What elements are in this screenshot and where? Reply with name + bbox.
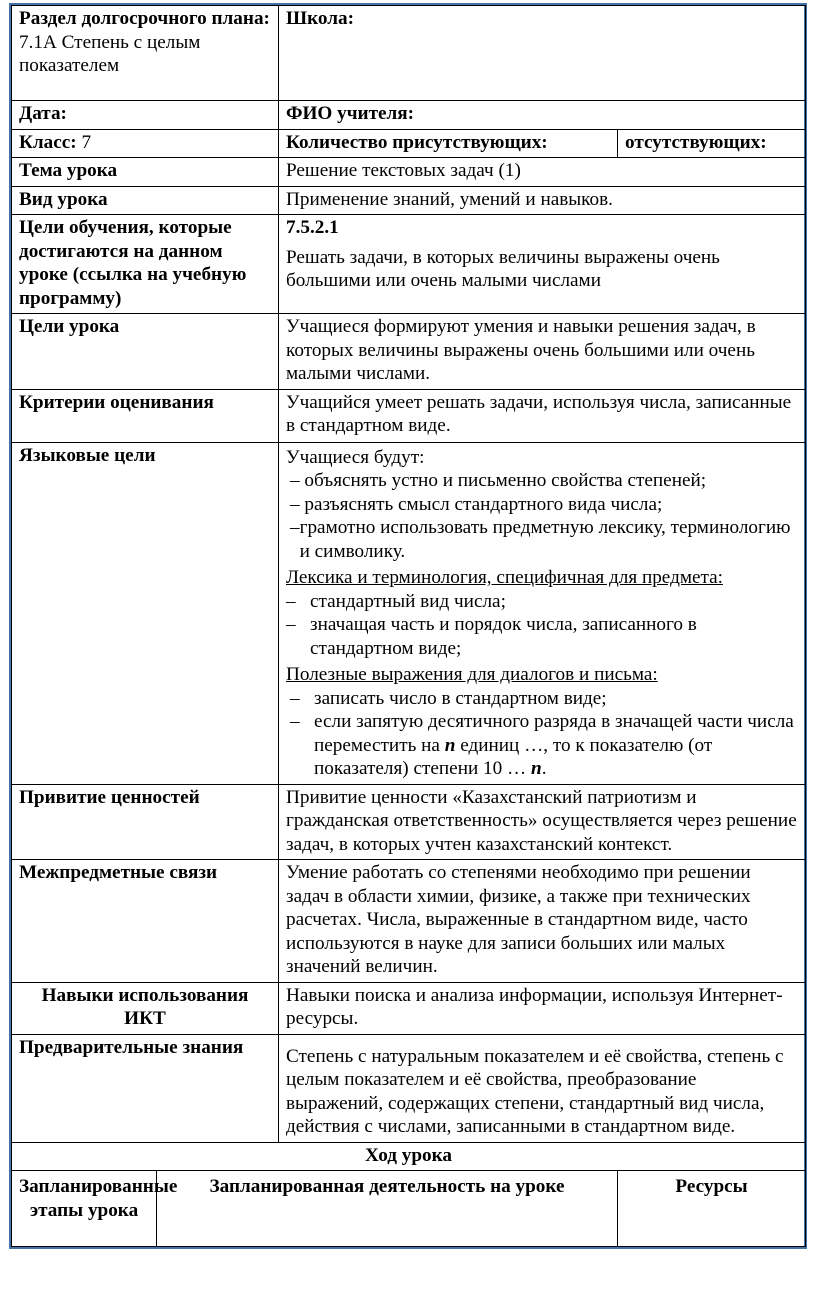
values-label: Привитие ценностей	[12, 784, 279, 860]
present-cell	[279, 129, 618, 158]
class-cell	[12, 129, 279, 158]
variable-n: n	[531, 758, 542, 779]
type-label: Вид урока	[12, 186, 279, 215]
lexicon-item: значащая часть и порядок числа, записанного в стандартном виде;	[310, 614, 697, 659]
row-values	[12, 784, 806, 860]
prior-label: Предварительные знания	[12, 1034, 279, 1142]
row-class	[12, 129, 806, 158]
lang-label: Языковые цели	[12, 442, 279, 784]
criteria-label: Критерии оценивания	[12, 389, 279, 442]
lang-cell	[279, 442, 806, 784]
objectives-label: Цели обучения, которые достигаются на данном уроке (ссылка на учебную программу)	[12, 215, 279, 314]
class-value: 7	[81, 131, 92, 153]
values-text: Привитие ценности «Казахстанский патриотизм и гражданская ответственность» осуществляется через решение задач, в которых учтен казахстанский контекст.	[279, 784, 806, 860]
row-date	[12, 101, 806, 130]
ict-text: Навыки поиска и анализа информации, используя Интернет-ресурсы.	[279, 982, 806, 1034]
list-item: – объяснять устно и письменно свойства степеней;	[290, 470, 707, 491]
date-cell	[12, 101, 279, 130]
section-cell	[12, 6, 279, 101]
row-lesson-flow	[12, 1142, 806, 1171]
teacher-label: ФИО учителя:	[286, 103, 415, 124]
teacher-cell	[279, 101, 806, 130]
list-item: – если запятую десятичного разряда в значащей части числа переместить на n единиц …, то к показателю (от показателя) степени 10 … n.	[286, 710, 798, 781]
list-item: – разъяснять смысл стандартного вида числа;	[290, 493, 663, 515]
phrase-item: если запятую десятичного разряда в значащей части числа переместить на n единиц …, то к показателю (от показателя) степени 10 … n.	[314, 711, 794, 779]
objectives-code: 7.5.2.1	[286, 217, 339, 238]
absent-cell	[618, 129, 806, 158]
topic-label: Тема урока	[12, 158, 279, 187]
school-cell	[279, 6, 806, 101]
list-item: – значащая часть и порядок числа, записанного в стандартном виде;	[286, 613, 798, 660]
row-objectives	[12, 215, 806, 314]
section-value: 7.1А Степень с целым показателем	[19, 31, 201, 76]
type-value: Применение знаний, умений и навыков.	[279, 186, 806, 215]
phrase-item: записать число в стандартном виде;	[314, 687, 607, 709]
objectives-text: Решать задачи, в которых величины выражены очень большими или очень малыми числами	[286, 246, 720, 291]
row-language-goals	[12, 442, 806, 784]
section-label: Раздел долгосрочного плана:	[19, 8, 270, 29]
row-cross-subject	[12, 860, 806, 983]
row-prior-knowledge	[12, 1034, 806, 1142]
col-activity: Запланированная деятельность на уроке	[157, 1171, 618, 1247]
col-resources: Ресурсы	[618, 1171, 806, 1247]
phrases-heading: Полезные выражения для диалогов и письма:	[286, 664, 658, 685]
lang-intro: Учащиеся будут:	[286, 446, 425, 468]
row-section	[12, 6, 806, 101]
school-label: Школа:	[286, 8, 354, 29]
lang-item: разъяснять смысл стандартного вида числа;	[304, 493, 663, 515]
lexicon-item: стандартный вид числа;	[310, 590, 506, 612]
cross-label: Межпредметные связи	[12, 860, 279, 983]
list-item: – стандартный вид числа;	[286, 590, 506, 612]
date-label: Дата:	[19, 103, 67, 124]
goals-text: Учащиеся формируют умения и навыки решения задач, в которых величины выражены очень большими или очень малыми числами.	[279, 314, 806, 390]
lexicon-heading: Лексика и терминология, специфичная для предмета:	[286, 567, 723, 588]
row-type	[12, 186, 806, 215]
goals-label: Цели урока	[12, 314, 279, 390]
row-ict	[12, 982, 806, 1034]
variable-n: n	[444, 734, 456, 756]
lesson-plan-table	[11, 5, 806, 1247]
present-label: Количество присутствующих:	[286, 131, 548, 153]
criteria-text: Учащийся умеет решать задачи, используя числа, записанные в стандартном виде.	[279, 389, 806, 442]
row-topic	[12, 158, 806, 187]
col-stages: Запланированные этапы урока	[12, 1171, 157, 1247]
cross-text: Умение работать со степенями необходимо при решении задач в области химии, физике, а также при технических расчетах. Числа, выраженные в стандартном виде, часто используются в науке для записи больших или малых значений величин.	[279, 860, 806, 983]
list-item: – записать число в стандартном виде;	[290, 687, 607, 709]
topic-value: Решение текстовых задач (1)	[279, 158, 806, 187]
lang-item: объяснять устно и письменно свойства степеней;	[304, 470, 707, 491]
prior-text: Степень с натуральным показателем и её свойства, степень с целым показателем и её свойства, преобразование выражений, содержащих степени, стандартный вид числа, действия с числами, записанными в стандартном виде.	[279, 1034, 806, 1142]
row-criteria	[12, 389, 806, 442]
lesson-flow-heading: Ход урока	[12, 1142, 806, 1171]
objectives-cell	[279, 215, 806, 314]
ict-label: Навыки использования ИКТ	[12, 982, 279, 1034]
absent-label: отсутствующих:	[625, 131, 767, 153]
class-label: Класс:	[19, 131, 77, 153]
row-columns	[12, 1171, 806, 1247]
list-item: – грамотно использовать предметную лексику, терминологию и символику.	[286, 516, 798, 563]
row-goals	[12, 314, 806, 390]
lang-item: грамотно использовать предметную лексику, терминологию и символику.	[299, 517, 791, 562]
